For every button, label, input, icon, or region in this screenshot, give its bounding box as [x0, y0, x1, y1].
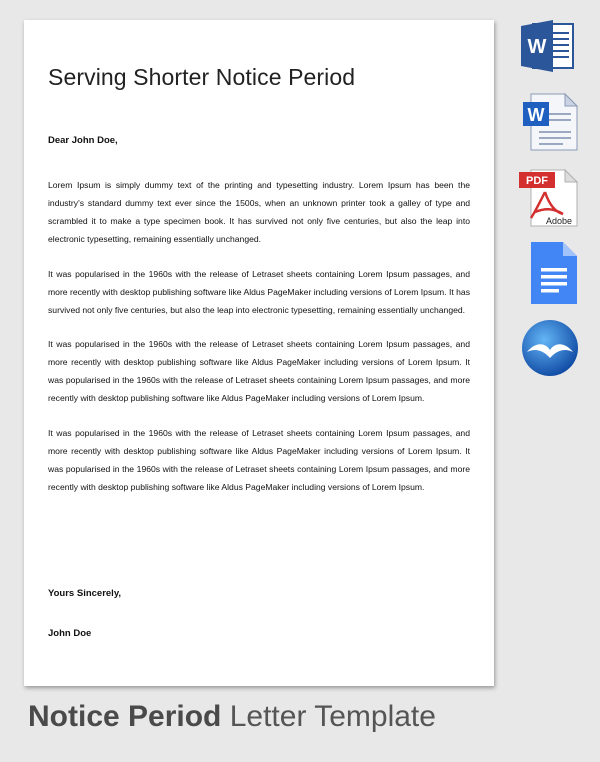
letter-title: Serving Shorter Notice Period: [48, 64, 356, 90]
caption-bold: Notice Period: [28, 700, 222, 733]
letter-body: [48, 176, 470, 512]
openoffice-icon[interactable]: [515, 318, 585, 378]
paragraph: It was popularised in the 1960s with the release of Letraset sheets containing Lorem Ipsum passages, and more recently with desktop publishing software like Aldus PageMaker including versions of Lorem Ipsum. It has survived not only five centuries, but also the leap into electronic typesetting, remaining essentially unchanged.: [48, 268, 470, 315]
caption-regular: Letter Template: [229, 700, 436, 733]
google-docs-icon[interactable]: [515, 242, 585, 302]
paragraph: Lorem Ipsum is simply dummy text of the printing and typesetting industry. Lorem Ipsum has been the industry's standard dummy text ever since the 1500s, when an unknown printer took a galley of type and scrambled it to make a type specimen book. It has survived not only five centuries, but also the leap into electronic typesetting, remaining essentially unchanged.: [48, 180, 470, 244]
paragraph: It was popularised in the 1960s with the release of Letraset sheets containing Lorem Ipsum passages, and more recently with desktop publishing software like Aldus PageMaker including versions of Lorem Ipsum. It was popularised in the 1960s with the release of Letraset sheets containing Lorem Ipsum passages, and more recently with desktop publishing software like Aldus PageMaker including versions of Lorem Ipsum.: [48, 427, 470, 492]
word-doc-icon[interactable]: [515, 92, 585, 152]
salutation: Dear John Doe,: [48, 135, 118, 146]
word-2013-icon[interactable]: [515, 18, 585, 78]
adobe-label: Adobe: [545, 216, 573, 226]
word-doc-letter: W: [527, 105, 545, 125]
letter-page: [24, 20, 494, 686]
pdf-adobe-icon[interactable]: [515, 168, 585, 228]
closing: Yours Sincerely,: [48, 588, 122, 599]
pdf-label: PDF: [526, 175, 548, 187]
paragraph: It was popularised in the 1960s with the release of Letraset sheets containing Lorem Ipsum passages, and more recently with desktop publishing software like Aldus PageMaker including versions of Lorem Ipsum. It was popularised in the 1960s with the release of Letraset sheets containing Lorem Ipsum passages, and more recently with desktop publishing software like Aldus PageMaker including versions of Lorem Ipsum.: [48, 339, 470, 403]
signature: John Doe: [48, 628, 92, 639]
template-caption: [28, 700, 436, 734]
word-2013-letter: W: [527, 36, 547, 58]
